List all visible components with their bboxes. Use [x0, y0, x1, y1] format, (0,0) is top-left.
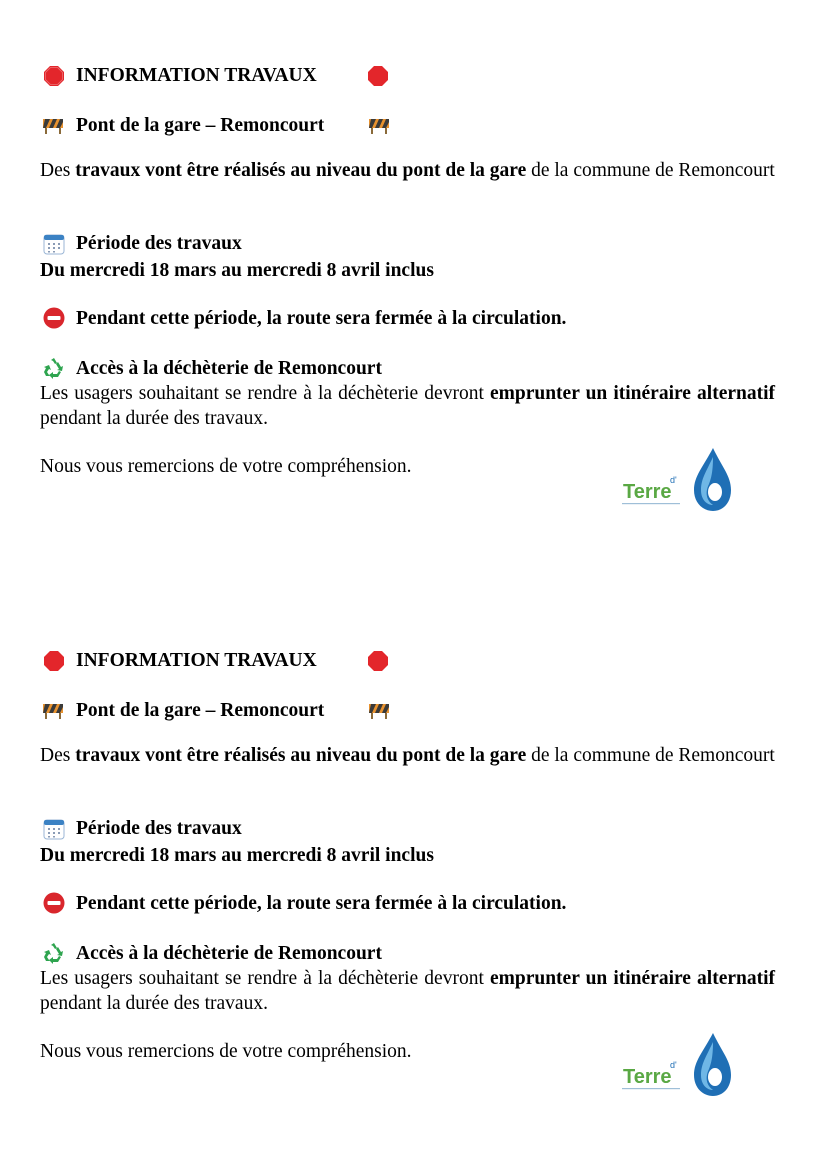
- thanks-text: Nous vous remercions de votre compréhension.: [40, 1041, 412, 1062]
- intro-paragraph: Des travaux vont être réalisés au niveau du pont de la gare de la commune de Remoncourt: [40, 160, 775, 181]
- terre-logo: [618, 1030, 733, 1100]
- stop-sign-icon: [43, 65, 65, 87]
- logo-superscript: d': [670, 1060, 677, 1070]
- period-dates: Du mercredi 18 mars au mercredi 8 avril inclus: [40, 845, 434, 866]
- access-paragraph: Les usagers souhaitant se rendre à la déchèterie devront emprunter un itinéraire alternatif pendant la durée des travaux.: [40, 968, 776, 1014]
- access-paragraph: Les usagers souhaitant se rendre à la déchèterie devront emprunter un itinéraire alternatif pendant la durée des travaux.: [40, 383, 776, 429]
- notice-1: [0, 0, 827, 560]
- notice-subtitle: Pont de la gare – Remoncourt: [76, 115, 325, 136]
- stop-sign-icon: [367, 650, 389, 672]
- access-emphasis: emprunter un itinéraire alternatif: [489, 383, 776, 404]
- no-entry-icon: [43, 892, 65, 914]
- terre-logo: [618, 445, 733, 515]
- construction-barrier-icon: [368, 699, 390, 721]
- no-entry-icon: [43, 307, 65, 329]
- notice-2: [0, 585, 827, 1145]
- construction-barrier-icon: [368, 114, 390, 136]
- stop-sign-icon: [43, 650, 65, 672]
- notice-subtitle: Pont de la gare – Remoncourt: [76, 700, 325, 721]
- notice-title: INFORMATION TRAVAUX: [76, 650, 317, 671]
- intro-emphasis: travaux vont être réalisés au niveau du pont de la gare: [75, 745, 527, 766]
- calendar-icon: [43, 818, 65, 840]
- logo-superscript: d': [670, 475, 677, 485]
- notice-title: INFORMATION TRAVAUX: [76, 65, 317, 86]
- construction-barrier-icon: [42, 114, 64, 136]
- access-title: Accès à la déchèterie de Remoncourt: [76, 943, 382, 964]
- recycling-icon: [43, 357, 65, 379]
- calendar-icon: [43, 233, 65, 255]
- closure-notice: Pendant cette période, la route sera fermée à la circulation.: [76, 893, 567, 914]
- access-emphasis: emprunter un itinéraire alternatif: [489, 968, 776, 989]
- logo-wordmark: Terre: [623, 1066, 672, 1088]
- period-title: Période des travaux: [76, 818, 242, 839]
- period-dates: Du mercredi 18 mars au mercredi 8 avril inclus: [40, 260, 434, 281]
- closure-notice: Pendant cette période, la route sera fermée à la circulation.: [76, 308, 567, 329]
- access-title: Accès à la déchèterie de Remoncourt: [76, 358, 382, 379]
- intro-paragraph: Des travaux vont être réalisés au niveau du pont de la gare de la commune de Remoncourt: [40, 745, 775, 766]
- stop-sign-icon: [367, 65, 389, 87]
- logo-wordmark: Terre: [623, 481, 672, 503]
- recycling-icon: [43, 942, 65, 964]
- thanks-text: Nous vous remercions de votre compréhension.: [40, 456, 412, 477]
- construction-barrier-icon: [42, 699, 64, 721]
- period-title: Période des travaux: [76, 233, 242, 254]
- intro-emphasis: travaux vont être réalisés au niveau du pont de la gare: [75, 160, 527, 181]
